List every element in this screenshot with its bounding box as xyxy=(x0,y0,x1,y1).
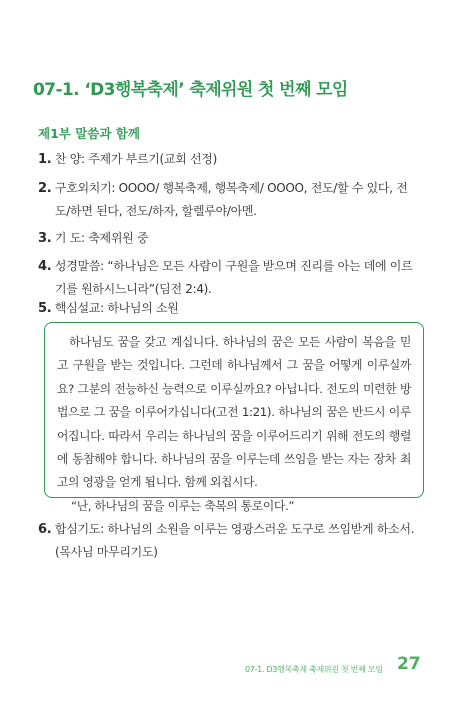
sermon-text xyxy=(57,331,411,518)
item-text-continued: 기를 원하시느니라”(딤전 2:4). xyxy=(55,282,212,296)
item-number: 2. xyxy=(38,181,52,196)
item-text: 기 도: 축제위원 중 xyxy=(54,231,149,245)
sermon-box xyxy=(44,322,424,513)
item-text: 구호외치기: OOOO/ 행복축제, 행복축제/ OOOO, 전도/할 수 있다, 전 xyxy=(54,181,408,195)
list-item-1 xyxy=(38,148,430,171)
item-number: 5. xyxy=(38,301,52,316)
list-item-3 xyxy=(38,227,430,250)
item-text: 핵심설교: 하나님의 소원 xyxy=(54,301,179,315)
list-item-6 xyxy=(38,518,430,564)
item-text: 성경말씀: “하나님은 모든 사람이 구원을 받으며 진리를 아는 데에 이르 xyxy=(54,259,413,273)
item-text-continued: 도/하면 된다, 전도/하자, 할렐루야/아멘. xyxy=(55,204,257,218)
list-item-2 xyxy=(38,177,430,223)
item-number: 4. xyxy=(38,259,52,274)
part-title: 제1부 말씀과 함께 xyxy=(38,126,140,141)
item-number: 6. xyxy=(38,522,52,537)
sermon-body: 하나님도 꿈을 갖고 계십니다. 하나님의 꿈은 모든 사람이 복음을 믿고 구원을 받는 것입니다. 그런데 하나님께서 그 꿈을 어떻게 이루실까요? 그분의 전능하신 능력으로 이루실까요? 아닙니다. 전도의 미련한 방법으로 그 꿈을 이루어가십니다(고전 1:21). 하나님의 꿈은 반드시 이루어집니다. 따라서 우리는 하나님의 꿈을 이루어드리기 위해 전도의 행렬에 동참해야 합니다. 하나님의 꿈을 이루는데 쓰임을 받는 자는 장차 최고의 영광을 얻게 됩니다. 함께 외칩시다. xyxy=(57,335,411,490)
running-footer: 07-1. D3행복축제 축제위원 첫 번째 모임 xyxy=(245,665,383,674)
list-item-5 xyxy=(38,297,430,320)
section-title: 07-1. ‘D3행복축제’ 축제위원 첫 번째 모임 xyxy=(33,80,348,100)
sermon-quote: “난, 하나님의 꿈을 이루는 축복의 통로이다.” xyxy=(71,498,295,513)
item-text: 합심기도: 하나님의 소원을 이루는 영광스러운 도구로 쓰임받게 하소서. xyxy=(54,522,415,536)
page-number: 27 xyxy=(397,654,421,674)
item-text-continued: (목사님 마무리기도) xyxy=(55,545,158,559)
item-number: 3. xyxy=(38,231,52,246)
item-number: 1. xyxy=(38,152,52,167)
item-text: 찬 양: 주제가 부르기(교회 선정) xyxy=(54,152,217,166)
list-item-4 xyxy=(38,255,430,301)
